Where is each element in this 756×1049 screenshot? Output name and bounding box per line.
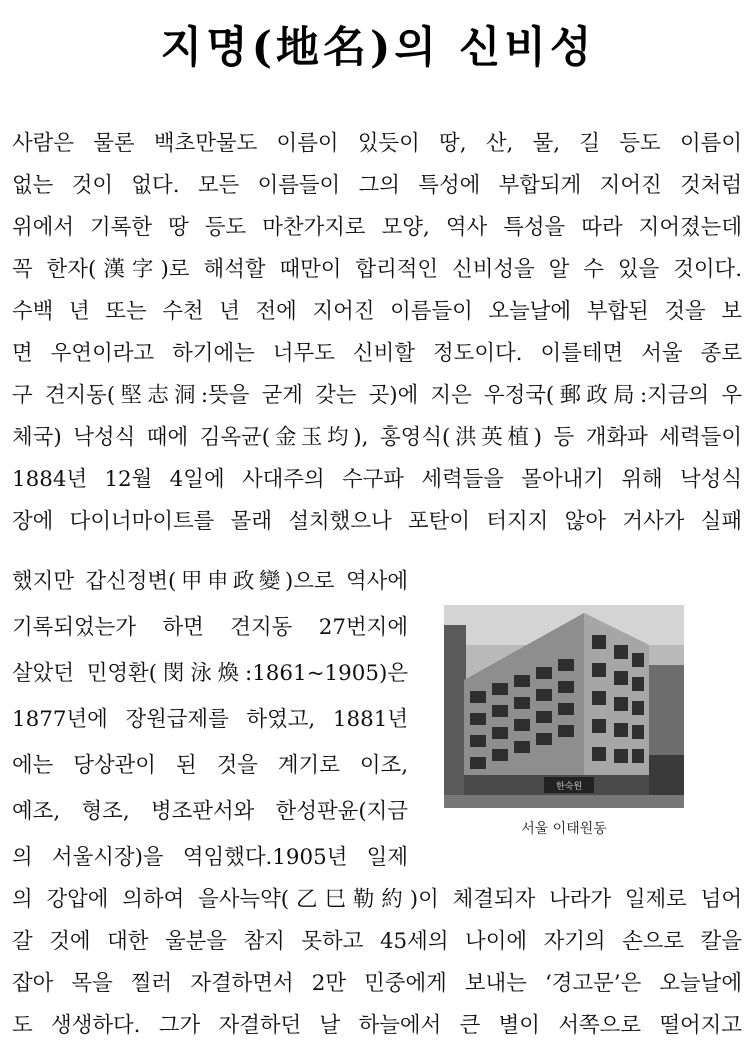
shop-sign: 한숙원 bbox=[555, 782, 583, 792]
body-line: 도 생생하다. 그가 자결하던 날 하늘에서 큰 별이 서쪽으로 떨어지고 bbox=[12, 1013, 742, 1038]
body-line: 꼭 한자(漢字)로 해석할 때만이 합리적인 신비성을 알 수 있을 것이다. bbox=[12, 257, 742, 282]
body-line-wrapped: 에는 당상관이 된 것을 계기로 이조, bbox=[12, 753, 408, 778]
body-line-wrapped: 했지만 갑신정변(甲申政變)으로 역사에 bbox=[12, 569, 408, 594]
body-line: 잡아 목을 찔러 자결하면서 2만 민중에게 보내는 ‘경고문’은 오늘날에 bbox=[12, 971, 742, 996]
body-line-wrapped: 예조, 형조, 병조판서와 한성판윤(지금 bbox=[12, 799, 408, 824]
body-line: 구 견지동(堅志洞:뜻을 굳게 갖는 곳)에 지은 우정국(郵政局:지금의 우 bbox=[12, 383, 742, 408]
body-line-wrapped: 기록되었는가 하면 견지동 27번지에 bbox=[12, 615, 408, 640]
body-line: 1884년 12월 4일에 사대주의 수구파 세력들을 몰아내기 위해 낙성식 bbox=[12, 467, 742, 492]
body-line: 없는 것이 없다. 모든 이름들이 그의 특성에 부합되게 지어진 것처럼 bbox=[12, 173, 742, 198]
building-photo bbox=[444, 605, 684, 808]
body-line: 위에서 기록한 땅 등도 마찬가지로 모양, 역사 특성을 따라 지어졌는데 bbox=[12, 215, 742, 240]
page-title: 지명(地名)의 신비성 bbox=[160, 23, 596, 73]
body-line: 의 강압에 의하여 을사늑약(乙巳勒約)이 체결되자 나라가 일제로 넘어 bbox=[12, 887, 742, 912]
body-line: 사람은 물론 백초만물도 이름이 있듯이 땅, 산, 물, 길 등도 이름이 bbox=[12, 131, 742, 156]
body-line: 장에 다이너마이트를 몰래 설치했으나 포탄이 터지지 않아 거사가 실패 bbox=[12, 509, 742, 534]
body-line: 갈 것에 대한 울분을 참지 못하고 45세의 나이에 자기의 손으로 칼을 bbox=[12, 929, 742, 954]
body-line-wrapped: 1877년에 장원급제를 하였고, 1881년 bbox=[12, 707, 408, 732]
photo-caption: 서울 이태원동 bbox=[521, 821, 607, 837]
body-line: 면 우연이라고 하기에는 너무도 신비할 정도이다. 이를테면 서울 종로 bbox=[12, 341, 742, 366]
body-line-wrapped: 의 서울시장)을 역임했다.1905년 일제 bbox=[12, 845, 408, 870]
body-line: 체국) 낙성식 때에 김옥균(金玉均), 홍영식(洪英植) 등 개화파 세력들이 bbox=[12, 425, 742, 450]
body-line: 수백 년 또는 수천 년 전에 지어진 이름들이 오늘날에 부합된 것을 보 bbox=[12, 299, 742, 324]
body-line-wrapped: 살았던 민영환(閔泳煥:1861~1905)은 bbox=[12, 661, 408, 686]
